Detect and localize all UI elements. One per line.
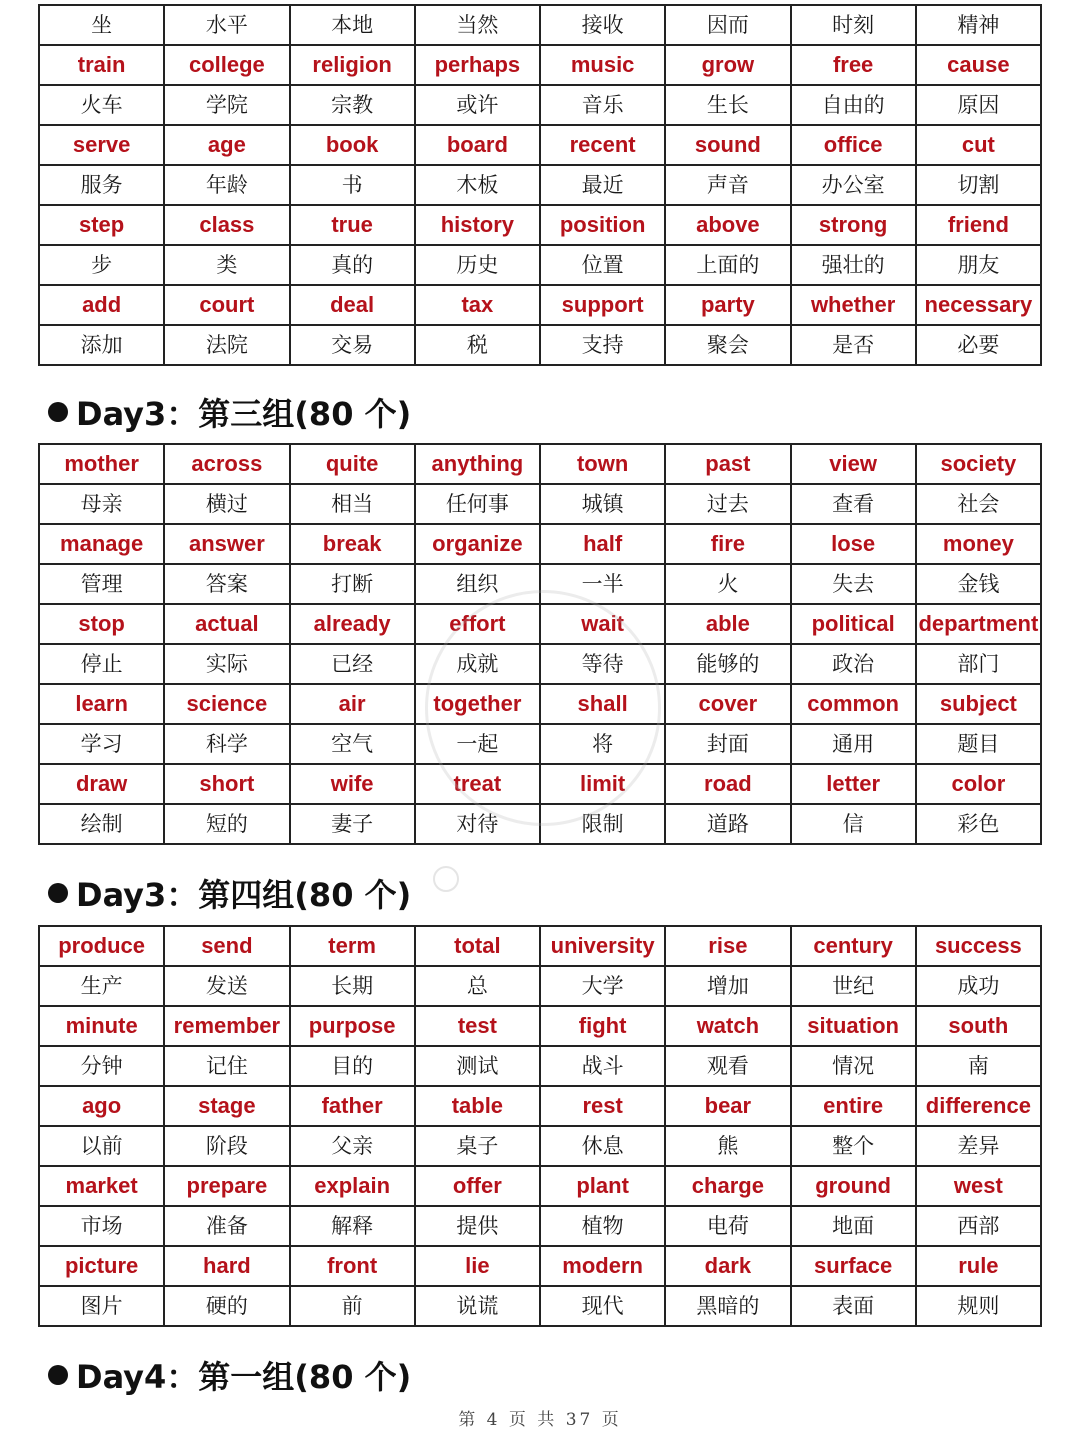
english-word-cell: manage [39, 524, 164, 564]
chinese-meaning-cell: 测试 [415, 1046, 540, 1086]
chinese-meaning-cell: 能够的 [665, 644, 790, 684]
english-word-cell: plant [540, 1166, 665, 1206]
chinese-meaning-cell: 答案 [164, 564, 289, 604]
english-word-cell: tax [415, 285, 540, 325]
chinese-meaning-cell: 火 [665, 564, 790, 604]
chinese-meaning-cell: 大学 [540, 966, 665, 1006]
chinese-meaning-cell: 社会 [916, 484, 1041, 524]
chinese-meaning-cell: 强壮的 [791, 245, 916, 285]
english-word-cell: actual [164, 604, 289, 644]
chinese-meaning-cell: 类 [164, 245, 289, 285]
chinese-meaning-row [39, 644, 1041, 684]
chinese-meaning-cell: 聚会 [665, 325, 790, 365]
english-word-cell: mother [39, 444, 164, 484]
english-word-cell: lose [791, 524, 916, 564]
english-word-cell: market [39, 1166, 164, 1206]
chinese-meaning-cell: 位置 [540, 245, 665, 285]
chinese-meaning-cell: 学习 [39, 724, 164, 764]
chinese-meaning-cell: 等待 [540, 644, 665, 684]
english-word-cell: color [916, 764, 1041, 804]
english-word-cell: cover [665, 684, 790, 724]
page-number-footer: 第 4 页 共 37 页 [458, 1410, 622, 1430]
english-word-cell: whether [791, 285, 916, 325]
chinese-meaning-cell: 桌子 [415, 1126, 540, 1166]
english-word-cell: organize [415, 524, 540, 564]
english-word-cell: office [791, 125, 916, 165]
english-word-cell: deal [290, 285, 415, 325]
english-word-cell: quite [290, 444, 415, 484]
english-word-cell: prepare [164, 1166, 289, 1206]
english-word-cell: draw [39, 764, 164, 804]
chinese-meaning-cell: 妻子 [290, 804, 415, 844]
english-word-cell: test [415, 1006, 540, 1046]
english-word-cell: college [164, 45, 289, 85]
chinese-meaning-cell: 生产 [39, 966, 164, 1006]
english-word-cell: surface [791, 1246, 916, 1286]
chinese-meaning-cell: 题目 [916, 724, 1041, 764]
english-word-cell: position [540, 205, 665, 245]
chinese-meaning-cell: 年龄 [164, 165, 289, 205]
chinese-meaning-cell: 自由的 [791, 85, 916, 125]
chinese-meaning-cell: 封面 [665, 724, 790, 764]
english-word-row [39, 684, 1041, 724]
bullet-icon [48, 402, 68, 422]
chinese-meaning-cell: 金钱 [916, 564, 1041, 604]
chinese-meaning-cell: 是否 [791, 325, 916, 365]
english-word-cell: step [39, 205, 164, 245]
chinese-meaning-cell: 声音 [665, 165, 790, 205]
english-word-cell: serve [39, 125, 164, 165]
english-word-cell: front [290, 1246, 415, 1286]
chinese-meaning-cell: 提供 [415, 1206, 540, 1246]
chinese-meaning-cell: 南 [916, 1046, 1041, 1086]
english-word-cell: history [415, 205, 540, 245]
english-word-cell: total [415, 926, 540, 966]
chinese-meaning-cell: 成就 [415, 644, 540, 684]
chinese-meaning-cell: 绘制 [39, 804, 164, 844]
english-word-cell: society [916, 444, 1041, 484]
english-word-cell: situation [791, 1006, 916, 1046]
chinese-meaning-cell: 科学 [164, 724, 289, 764]
english-word-cell: bear [665, 1086, 790, 1126]
english-word-cell: west [916, 1166, 1041, 1206]
english-word-cell: free [791, 45, 916, 85]
english-word-cell: true [290, 205, 415, 245]
english-word-cell: perhaps [415, 45, 540, 85]
chinese-meaning-row [39, 564, 1041, 604]
chinese-meaning-cell: 空气 [290, 724, 415, 764]
english-word-cell: answer [164, 524, 289, 564]
english-word-row [39, 205, 1041, 245]
chinese-meaning-cell: 一半 [540, 564, 665, 604]
chinese-meaning-cell: 朋友 [916, 245, 1041, 285]
english-word-cell: above [665, 205, 790, 245]
chinese-meaning-row [39, 724, 1041, 764]
english-word-cell: ground [791, 1166, 916, 1206]
english-word-cell: dark [665, 1246, 790, 1286]
english-word-cell: entire [791, 1086, 916, 1126]
english-word-cell: wife [290, 764, 415, 804]
chinese-meaning-cell: 切割 [916, 165, 1041, 205]
chinese-meaning-cell: 书 [290, 165, 415, 205]
section-heading-day3-group3 [48, 392, 411, 436]
chinese-meaning-cell: 观看 [665, 1046, 790, 1086]
english-word-cell: support [540, 285, 665, 325]
english-word-row [39, 604, 1041, 644]
chinese-meaning-cell: 熊 [665, 1126, 790, 1166]
english-word-cell: minute [39, 1006, 164, 1046]
chinese-meaning-cell: 总 [415, 966, 540, 1006]
english-word-cell: watch [665, 1006, 790, 1046]
english-word-cell: friend [916, 205, 1041, 245]
chinese-meaning-cell: 添加 [39, 325, 164, 365]
chinese-meaning-cell: 管理 [39, 564, 164, 604]
section-heading-day3-group4 [48, 873, 411, 917]
chinese-meaning-cell: 真的 [290, 245, 415, 285]
english-word-cell: road [665, 764, 790, 804]
chinese-meaning-cell: 现代 [540, 1286, 665, 1326]
english-word-cell: produce [39, 926, 164, 966]
english-word-cell: common [791, 684, 916, 724]
chinese-meaning-cell: 失去 [791, 564, 916, 604]
english-word-cell: recent [540, 125, 665, 165]
english-word-row [39, 1086, 1041, 1126]
english-word-cell: air [290, 684, 415, 724]
english-word-cell: subject [916, 684, 1041, 724]
chinese-meaning-cell: 以前 [39, 1126, 164, 1166]
english-word-cell: send [164, 926, 289, 966]
bullet-icon [48, 1365, 68, 1385]
chinese-meaning-cell: 横过 [164, 484, 289, 524]
english-word-row [39, 1246, 1041, 1286]
english-word-cell: purpose [290, 1006, 415, 1046]
english-word-cell: science [164, 684, 289, 724]
chinese-meaning-cell: 电荷 [665, 1206, 790, 1246]
chinese-meaning-row [39, 1206, 1041, 1246]
english-word-cell: break [290, 524, 415, 564]
chinese-meaning-cell: 历史 [415, 245, 540, 285]
chinese-meaning-cell: 办公室 [791, 165, 916, 205]
chinese-meaning-cell: 服务 [39, 165, 164, 205]
chinese-meaning-cell: 上面的 [665, 245, 790, 285]
english-word-cell: sound [665, 125, 790, 165]
english-word-cell: party [665, 285, 790, 325]
english-word-cell: term [290, 926, 415, 966]
english-word-row [39, 1166, 1041, 1206]
chinese-meaning-cell: 接收 [540, 5, 665, 45]
chinese-meaning-cell: 音乐 [540, 85, 665, 125]
chinese-meaning-cell: 黑暗的 [665, 1286, 790, 1326]
chinese-meaning-cell: 表面 [791, 1286, 916, 1326]
english-word-row [39, 125, 1041, 165]
english-word-cell: hard [164, 1246, 289, 1286]
chinese-meaning-cell: 火车 [39, 85, 164, 125]
english-word-cell: age [164, 125, 289, 165]
english-word-cell: already [290, 604, 415, 644]
chinese-meaning-cell: 父亲 [290, 1126, 415, 1166]
chinese-meaning-cell: 增加 [665, 966, 790, 1006]
chinese-meaning-row [39, 325, 1041, 365]
english-word-cell: remember [164, 1006, 289, 1046]
chinese-meaning-cell: 精神 [916, 5, 1041, 45]
english-word-cell: money [916, 524, 1041, 564]
english-word-cell: half [540, 524, 665, 564]
english-word-cell: short [164, 764, 289, 804]
chinese-meaning-row [39, 165, 1041, 205]
english-word-row [39, 926, 1041, 966]
english-word-cell: across [164, 444, 289, 484]
english-word-cell: book [290, 125, 415, 165]
english-word-cell: past [665, 444, 790, 484]
chinese-meaning-row [39, 966, 1041, 1006]
chinese-meaning-cell: 信 [791, 804, 916, 844]
chinese-meaning-row [39, 1046, 1041, 1086]
chinese-meaning-cell: 道路 [665, 804, 790, 844]
english-word-cell: rest [540, 1086, 665, 1126]
english-word-cell: south [916, 1006, 1041, 1046]
english-word-cell: train [39, 45, 164, 85]
english-word-cell: necessary [916, 285, 1041, 325]
chinese-meaning-row [39, 5, 1041, 45]
chinese-meaning-cell: 政治 [791, 644, 916, 684]
chinese-meaning-cell: 分钟 [39, 1046, 164, 1086]
english-word-cell: picture [39, 1246, 164, 1286]
bullet-icon [48, 883, 68, 903]
chinese-meaning-cell: 记住 [164, 1046, 289, 1086]
english-word-cell: wait [540, 604, 665, 644]
english-word-cell: ago [39, 1086, 164, 1126]
english-word-cell: stop [39, 604, 164, 644]
chinese-meaning-cell: 法院 [164, 325, 289, 365]
english-word-cell: father [290, 1086, 415, 1126]
chinese-meaning-cell: 交易 [290, 325, 415, 365]
chinese-meaning-cell: 本地 [290, 5, 415, 45]
english-word-cell: class [164, 205, 289, 245]
chinese-meaning-cell: 成功 [916, 966, 1041, 1006]
english-word-cell: lie [415, 1246, 540, 1286]
english-word-cell: effort [415, 604, 540, 644]
chinese-meaning-cell: 短的 [164, 804, 289, 844]
english-word-cell: century [791, 926, 916, 966]
english-word-cell: success [916, 926, 1041, 966]
vocab-table-day3-group4 [38, 925, 1042, 1327]
chinese-meaning-cell: 目的 [290, 1046, 415, 1086]
chinese-meaning-cell: 规则 [916, 1286, 1041, 1326]
chinese-meaning-cell: 前 [290, 1286, 415, 1326]
english-word-cell: music [540, 45, 665, 85]
english-word-cell: political [791, 604, 916, 644]
english-word-cell: limit [540, 764, 665, 804]
english-word-cell: modern [540, 1246, 665, 1286]
english-word-cell: cut [916, 125, 1041, 165]
chinese-meaning-cell: 税 [415, 325, 540, 365]
chinese-meaning-cell: 学院 [164, 85, 289, 125]
english-word-cell: view [791, 444, 916, 484]
chinese-meaning-cell: 对待 [415, 804, 540, 844]
chinese-meaning-cell: 阶段 [164, 1126, 289, 1166]
chinese-meaning-cell: 地面 [791, 1206, 916, 1246]
section-heading-text: Day3：第三组(80 个) [76, 395, 412, 433]
chinese-meaning-cell: 图片 [39, 1286, 164, 1326]
chinese-meaning-cell: 因而 [665, 5, 790, 45]
chinese-meaning-cell: 必要 [916, 325, 1041, 365]
english-word-cell: add [39, 285, 164, 325]
english-word-cell: learn [39, 684, 164, 724]
section-heading-text: Day3：第四组(80 个) [76, 876, 412, 914]
chinese-meaning-cell: 支持 [540, 325, 665, 365]
chinese-meaning-cell: 停止 [39, 644, 164, 684]
chinese-meaning-cell: 长期 [290, 966, 415, 1006]
english-word-cell: town [540, 444, 665, 484]
chinese-meaning-row [39, 804, 1041, 844]
chinese-meaning-cell: 世纪 [791, 966, 916, 1006]
english-word-cell: shall [540, 684, 665, 724]
chinese-meaning-cell: 情况 [791, 1046, 916, 1086]
chinese-meaning-cell: 已经 [290, 644, 415, 684]
english-word-cell: letter [791, 764, 916, 804]
chinese-meaning-cell: 时刻 [791, 5, 916, 45]
english-word-row [39, 444, 1041, 484]
chinese-meaning-row [39, 1286, 1041, 1326]
english-word-cell: able [665, 604, 790, 644]
chinese-meaning-cell: 组织 [415, 564, 540, 604]
chinese-meaning-cell: 硬的 [164, 1286, 289, 1326]
english-word-cell: treat [415, 764, 540, 804]
chinese-meaning-cell: 实际 [164, 644, 289, 684]
section-heading-text: Day4：第一组(80 个) [76, 1358, 412, 1396]
chinese-meaning-cell: 说谎 [415, 1286, 540, 1326]
english-word-row [39, 764, 1041, 804]
chinese-meaning-cell: 限制 [540, 804, 665, 844]
chinese-meaning-cell: 一起 [415, 724, 540, 764]
chinese-meaning-row [39, 484, 1041, 524]
english-word-cell: religion [290, 45, 415, 85]
chinese-meaning-cell: 解释 [290, 1206, 415, 1246]
english-word-cell: cause [916, 45, 1041, 85]
chinese-meaning-cell: 打断 [290, 564, 415, 604]
chinese-meaning-cell: 水平 [164, 5, 289, 45]
chinese-meaning-cell: 查看 [791, 484, 916, 524]
chinese-meaning-cell: 部门 [916, 644, 1041, 684]
english-word-cell: university [540, 926, 665, 966]
chinese-meaning-cell: 通用 [791, 724, 916, 764]
english-word-cell: department [916, 604, 1041, 644]
english-word-cell: fire [665, 524, 790, 564]
english-word-cell: court [164, 285, 289, 325]
english-word-cell: together [415, 684, 540, 724]
chinese-meaning-cell: 或许 [415, 85, 540, 125]
english-word-cell: difference [916, 1086, 1041, 1126]
chinese-meaning-cell: 发送 [164, 966, 289, 1006]
chinese-meaning-row [39, 1126, 1041, 1166]
chinese-meaning-cell: 整个 [791, 1126, 916, 1166]
english-word-cell: anything [415, 444, 540, 484]
english-word-row [39, 524, 1041, 564]
chinese-meaning-cell: 最近 [540, 165, 665, 205]
chinese-meaning-row [39, 245, 1041, 285]
chinese-meaning-cell: 战斗 [540, 1046, 665, 1086]
chinese-meaning-cell: 植物 [540, 1206, 665, 1246]
english-word-cell: stage [164, 1086, 289, 1126]
english-word-cell: fight [540, 1006, 665, 1046]
chinese-meaning-cell: 差异 [916, 1126, 1041, 1166]
chinese-meaning-cell: 西部 [916, 1206, 1041, 1246]
chinese-meaning-cell: 市场 [39, 1206, 164, 1246]
vocab-table-day3-group2 [38, 4, 1042, 366]
english-word-row [39, 1006, 1041, 1046]
watermark-dot-icon [433, 866, 459, 892]
chinese-meaning-cell: 彩色 [916, 804, 1041, 844]
chinese-meaning-cell: 当然 [415, 5, 540, 45]
section-heading-day4-group1 [48, 1355, 411, 1399]
chinese-meaning-cell: 原因 [916, 85, 1041, 125]
chinese-meaning-cell: 任何事 [415, 484, 540, 524]
chinese-meaning-cell: 过去 [665, 484, 790, 524]
chinese-meaning-row [39, 85, 1041, 125]
chinese-meaning-cell: 生长 [665, 85, 790, 125]
english-word-row [39, 285, 1041, 325]
chinese-meaning-cell: 相当 [290, 484, 415, 524]
english-word-cell: table [415, 1086, 540, 1126]
chinese-meaning-cell: 木板 [415, 165, 540, 205]
english-word-cell: charge [665, 1166, 790, 1206]
english-word-cell: rise [665, 926, 790, 966]
english-word-cell: rule [916, 1246, 1041, 1286]
chinese-meaning-cell: 准备 [164, 1206, 289, 1246]
chinese-meaning-cell: 将 [540, 724, 665, 764]
chinese-meaning-cell: 母亲 [39, 484, 164, 524]
vocab-table-day3-group3 [38, 443, 1042, 845]
chinese-meaning-cell: 休息 [540, 1126, 665, 1166]
chinese-meaning-cell: 城镇 [540, 484, 665, 524]
chinese-meaning-cell: 宗教 [290, 85, 415, 125]
english-word-cell: strong [791, 205, 916, 245]
english-word-cell: grow [665, 45, 790, 85]
chinese-meaning-cell: 坐 [39, 5, 164, 45]
english-word-cell: explain [290, 1166, 415, 1206]
english-word-cell: board [415, 125, 540, 165]
english-word-row [39, 45, 1041, 85]
chinese-meaning-cell: 步 [39, 245, 164, 285]
english-word-cell: offer [415, 1166, 540, 1206]
